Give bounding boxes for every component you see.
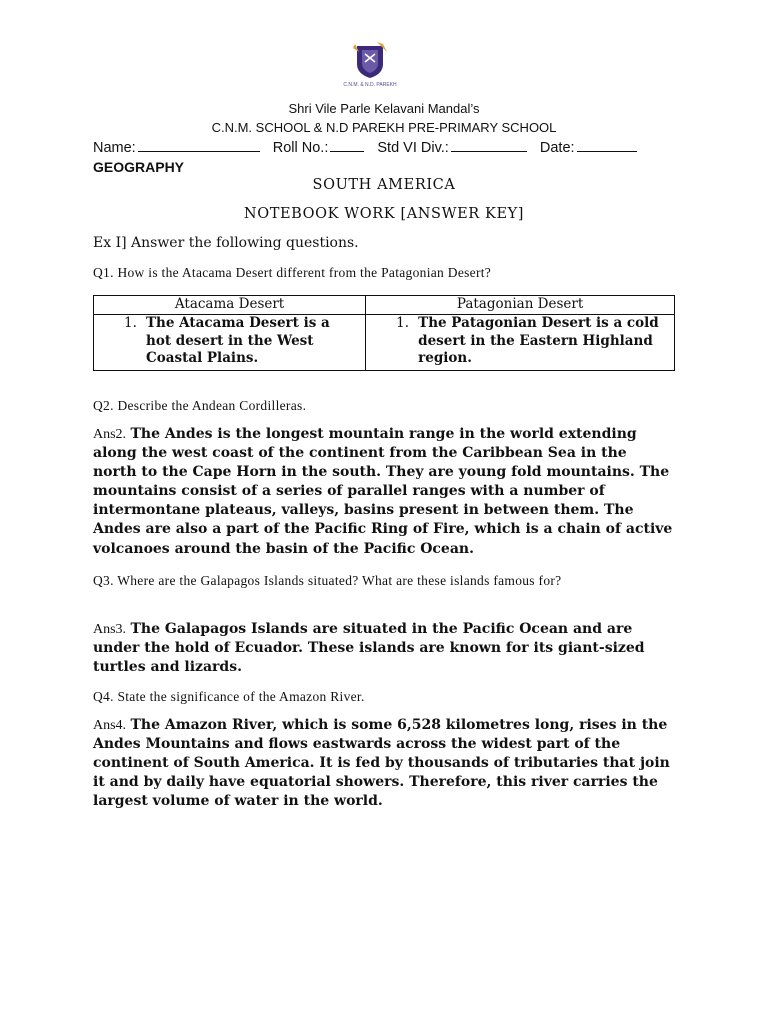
date-blank[interactable] xyxy=(577,139,637,152)
question-4: Q4. State the significance of the Amazon River. xyxy=(93,689,365,704)
worksheet-subtitle: NOTEBOOK WORK [ANSWER KEY] xyxy=(243,206,525,222)
table-row xyxy=(94,315,675,371)
name-label: Name: xyxy=(93,140,136,156)
answer-2-text: The Andes is the longest mountain range in the world extending along the west coast of the continent from the Caribbean Sea in the north to the Cape Horn in the south. They are young fold mountains. The mountains consist of a series of parallel ranges with a number of intermontane plateaus, valleys, basins present in between them. The Andes are also a part of the Pacific Ring of Fire, which is a chain of active volcanoes around the basin of the Pacific Ocean. xyxy=(93,426,673,557)
column-header-atacama: Atacama Desert xyxy=(94,296,366,315)
answer-3-text: The Galapagos Islands are situated in the Pacific Ocean and are under the hold of Ecuador. These islands are known for its giant-sized turtles and lizards. xyxy=(93,621,645,676)
desert-comparison-table xyxy=(93,295,675,371)
answer-2-label: Ans2. xyxy=(93,427,127,442)
answer-3-label: Ans3. xyxy=(93,622,127,637)
answer-2 xyxy=(93,425,675,559)
div-blank[interactable] xyxy=(451,139,527,152)
roll-blank[interactable] xyxy=(330,139,364,152)
date-field[interactable] xyxy=(540,140,637,156)
school-crest-logo xyxy=(343,40,397,90)
name-blank[interactable] xyxy=(138,139,260,152)
student-info-row xyxy=(93,139,693,156)
exercise-heading: Ex I] Answer the following questions. xyxy=(93,235,359,251)
answer-4-text: The Amazon River, which is some 6,528 kilometres long, rises in the Andes Mountains and flows eastwards across the widest part of the continent of South America. It is fed by thousands of tributaries that join it and by daily have equatorial showers. Therefore, this river carries the largest volume of water in the world. xyxy=(93,717,670,810)
std-field[interactable] xyxy=(377,140,526,156)
name-field[interactable] xyxy=(93,140,260,156)
date-label: Date: xyxy=(539,140,575,156)
question-2: Q2. Describe the Andean Cordilleras. xyxy=(93,398,307,413)
patagonian-answer: The Patagonian Desert is a cold desert in the Eastern Highland region. xyxy=(418,315,659,366)
atacama-answer: The Atacama Desert is a hot desert in the West Coastal Plains. xyxy=(146,315,330,366)
column-header-patagonian: Patagonian Desert xyxy=(366,296,675,315)
subject-heading: GEOGRAPHY xyxy=(93,159,185,175)
list-number: 1. xyxy=(396,315,410,331)
table-header-row xyxy=(94,296,675,315)
table-cell-atacama xyxy=(94,315,366,371)
roll-label: Roll No.: xyxy=(272,140,329,156)
answer-4 xyxy=(93,716,675,811)
chapter-title: SOUTH AMERICA xyxy=(312,177,456,193)
answer-4-label: Ans4. xyxy=(93,718,127,733)
org-name: Shri Vile Parle Kelavani Mandal’s xyxy=(288,101,480,116)
roll-field[interactable] xyxy=(273,140,365,156)
logo-caption: C.N.M. & N.D. PAREKH xyxy=(343,82,397,88)
table-cell-patagonian xyxy=(366,315,675,371)
school-name: C.N.M. SCHOOL & N.D PAREKH PRE-PRIMARY SCHOOL xyxy=(211,120,557,135)
answer-3 xyxy=(93,620,675,677)
question-1: Q1. How is the Atacama Desert different from the Patagonian Desert? xyxy=(93,265,492,280)
std-label: Std VI Div.: xyxy=(377,140,449,156)
list-number: 1. xyxy=(124,315,137,331)
question-3: Q3. Where are the Galapagos Islands situated? What are these islands famous for? xyxy=(93,573,562,588)
